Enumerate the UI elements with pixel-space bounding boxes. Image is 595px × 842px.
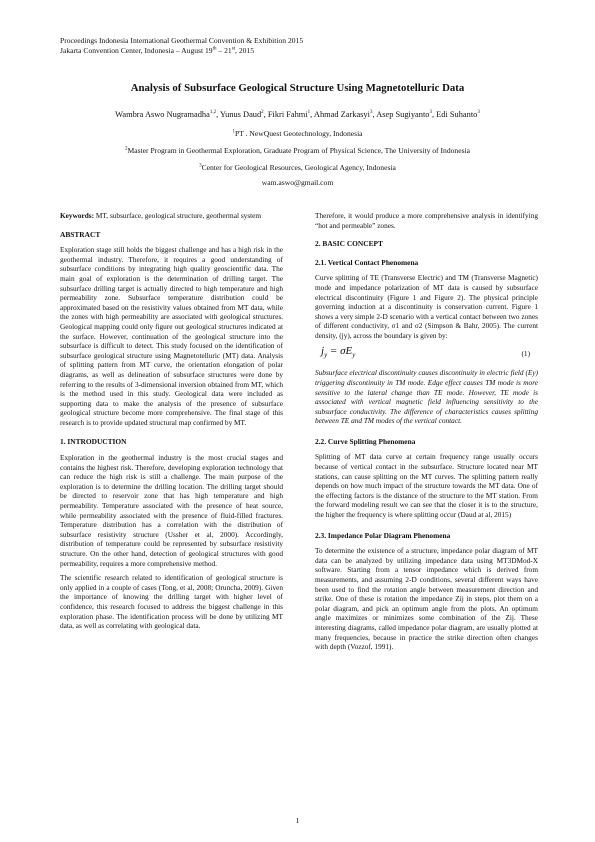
- paragraph: Subsurface electrical discontinuity causes discontinuity in electric field (Ey) triggering discontinuity in TM mode. Edge effect causes TM mode is more sensitive to the lateral change than TE mode. However, TE mode is associated with vertical magnetic field influencing sensitivity to the subsurface conductivity. The difference of characteristics causes splitting between TE and TM modes of the vertical contact.: [315, 368, 538, 426]
- header-line-2: Jakarta Convention Center, Indonesia – August 19th – 21st, 2015: [60, 46, 255, 55]
- author-email[interactable]: wam.aswo@gmail.com: [261, 178, 334, 187]
- keywords: Keywords: MT, subsurface, geological structure, geothermal system: [60, 211, 262, 220]
- paragraph: To determine the existence of a structure, impedance polar diagram of MT data can be analyzed by utilizing impedance data using MT3DMod-X software. Starting from a tensor impedance which is derived from measurements, and assuming 2-D conditions, several different ways have been used to find the rotation angle between measurement direction and strike. One of these is rotation the impedance Zij in steps, plot them on a polar diagram, and pick an optimum angle from the plots. An optimum angle maximizes or minimizes some combination of the Zij. These interesting diagrams, called impedance polar diagram, are usually plotted at many frequencies, because in practice the strike direction often changes with depth (Vozzof, 1991).: [315, 546, 538, 652]
- author: Wambra Aswo Nugramadha$^{1,2}$: [115, 110, 217, 119]
- subsection-heading: 2.1. Vertical Contact Phenomena: [315, 257, 419, 267]
- header-line-1: Proceedings Indonesia International Geothermal Convention & Exhibition 2015: [60, 36, 304, 45]
- author-list: Wambra Aswo Nugramadha$^{1,2}$, Yunus Daud$^2$, Fikri Fahmi$^1$, Ahmad Zarkasyi$^3$, Asep Sugiyanto$^3$, Edi Suhanto$^3$: [115, 110, 480, 119]
- left-column: [60, 211, 283, 636]
- author: Yunus Daud$^2$: [219, 110, 264, 119]
- section-heading-abstract: ABSTRACT: [60, 229, 101, 239]
- paragraph: The scientific research related to identification of geological structure is only applied in a couple of cases (Tong, et al, 2008; Oruncha, 2009). Given the importance of knowing the drilling target with higher level of confidence, this research focused to address the biggest challenge in this exploration phase. The identification process will be done by utilizing MT data, as well as correlating with geological data.: [60, 573, 283, 631]
- section-heading-basic-concept: 2. BASIC CONCEPT: [315, 239, 383, 249]
- page-number: 1: [295, 816, 300, 825]
- author: Asep Sugiyanto$^3$: [376, 110, 432, 119]
- affiliation: $^1$PT . NewQuest Geotechnology, Indonesia: [232, 129, 363, 138]
- paragraph: Curve splitting of TE (Transverse Electric) and TM (Transverse Magnetic) mode and impedance polarization of MT data is caused by subsurface electrical discontinuity (Figure 1 and Figure 2). The physical principle governing induction at a discontinuity is conservation current. Figure 1 shows a very simple 2-D scenario with a vertical contact between two zones of different conductivity, σ1 and σ2 (Simpson & Bahr, 2005). The current density, (jy), across the boundary is given by:: [315, 273, 538, 340]
- author: Fikri Fahmi$^1$: [267, 110, 311, 119]
- author: Edi Suhanto$^3$: [436, 110, 480, 119]
- right-column: [315, 211, 538, 657]
- abstract-body: Exploration stage still holds the biggest challenge and has a high risk in the geothermal industry. Therefore, it requires a good understanding of subsurface conditions by integrating high quality geoscientific data. The main goal of exploration is the determination of drilling target. The subsurface drilling target is actually directed to high temperature and high permeability zone. Subsurface temperature distribution could be approximated based on the resistivity values obtained from MT data, while the zones with high permeability are associated with geological structures. Geological mapping could only figure out geological structures indicated at the surface. However, continuation of the geological structure into the subsurface is difficult to detect. This study focused on the identification of subsurface geological structure using Magnetotelluric (MT) data. Analysis of splitting pattern from MT curve, the orientation elongation of polar diagrams, as well as delineation of subsurface structures were done by referring to the results of 3-dimensional inversion obtained from MT, which is the method used in this study. Geological data were included as supporting data to make the analysis of the presence of subsurface geological structure become more comprehensive. The final stage of this research is to provide updated structural map confirmed by MT.: [60, 245, 283, 427]
- equation-expression: $j_y = \sigma E_y$: [321, 344, 356, 359]
- author: Ahmad Zarkasyi$^3$: [313, 110, 373, 119]
- equation-number: (1): [521, 348, 530, 358]
- paragraph: Splitting of MT data curve at certain frequency range usually occurs because of vertical contact in the subsurface. Structure located near MT stations, can cause splitting on the MT curves. The splitting pattern really depends on how much impact of the structure towards the MT data. One of the effecting factors is the distance of the structure to the MT station. From the forward modeling result we can see that the closer it is to the structure, the higher the frequency is where splitting occur (Daud at al, 2015): [315, 452, 538, 520]
- paragraph: Therefore, it would produce a more comprehensive analysis in identifying “hot and permeable” zones.: [315, 211, 538, 230]
- section-heading-introduction: 1. INTRODUCTION: [60, 437, 127, 447]
- subsection-heading: 2.3. Impedance Polar Diagram Phenomena: [315, 530, 451, 540]
- paper-title: Analysis of Subsurface Geological Structure Using Magnetotelluric Data: [130, 82, 465, 94]
- equation-1: [315, 344, 538, 361]
- affiliation: $^3$Center for Geological Resources, Geological Agency, Indonesia: [199, 163, 396, 172]
- affiliation: $^2$Master Program in Geothermal Exploration, Graduate Program of Physical Science, The University of Indonesia: [124, 146, 471, 155]
- proceedings-header: [60, 36, 303, 56]
- subsection-heading: 2.2. Curve Splitting Phenomena: [315, 436, 416, 446]
- paragraph: Exploration in the geothermal industry is the most crucial stages and contains the highest risk. Therefore, developing exploration technology that can reduce the high risk is still a challenge. The main purpose of the exploration is to determine the drilling location. The drilling target should be directed to reservoir zone that has high temperature and high permeability. Temperature associated with the presence of heat source, while permeability associated with the presence of fluid-filled fractures. Temperature distribution has a correlation with the distribution of subsurface resistivity structure (Ussher et al, 2000). Accordingly, distribution of temperature could be represented by subsurface resistivity structure. On the other hand, detection of geological structures with good permeability, requires a more comprehensive method.: [60, 453, 283, 568]
